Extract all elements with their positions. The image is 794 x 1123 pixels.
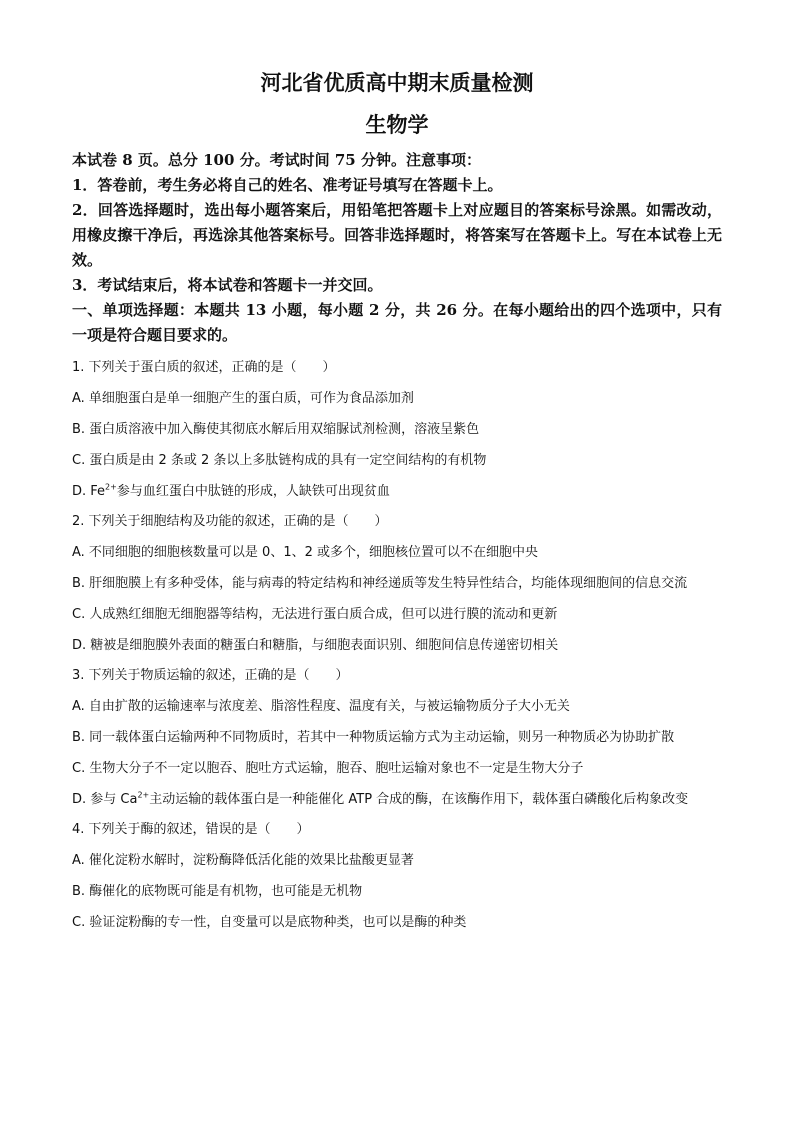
instruction-item-3: 3．考试结束后，将本试卷和答题卡一并交回。 [72,276,383,294]
option-c: C. 人成熟红细胞无细胞器等结构，无法进行蛋白质合成，但可以进行膜的流动和更新 [72,607,558,622]
exam-summary: 本试卷 8 页。总分 100 分。考试时间 75 分钟。注意事项： [72,151,481,169]
section-heading: 一、单项选择题：本题共 13 小题，每小题 2 分，共 26 分。在每小题给出的四个选项中，只有一项是符合题目要求的。 [72,301,722,344]
option-d-text: 参与血红蛋白中肽链的形成，人缺铁可出现贫血 [116,484,390,499]
question-stem: 4. 下列关于酶的叙述，错误的是（ ） [72,822,310,837]
question-1 [72,358,722,502]
question-3 [72,666,722,810]
option-c: C. 验证淀粉酶的专一性，自变量可以是底物种类，也可以是酶的种类 [72,915,467,930]
option-d [72,482,722,502]
option-b: B. 肝细胞膜上有多种受体，能与病毒的特定结构和神经递质等发生特异性结合，均能体现细胞间的信息交流 [72,576,688,591]
option-a: A. 单细胞蛋白是单一细胞产生的蛋白质，可作为食品添加剂 [72,391,414,406]
ion-charge: 2+ [137,790,150,800]
option-a: A. 自由扩散的运输速率与浓度差、脂溶性程度、温度有关，与被运输物质分子大小无关 [72,699,570,714]
option-c: C. 生物大分子不一定以胞吞、胞吐方式运输，胞吞、胞吐运输对象也不一定是生物大分子 [72,761,584,776]
ion-charge: 2+ [105,482,117,492]
instruction-item-1: 1．答卷前，考生务必将自己的姓名、准考证号填写在答题卡上。 [72,176,503,194]
question-stem: 1. 下列关于蛋白质的叙述，正确的是（ ） [72,360,336,375]
option-d-prefix: D. Fe [72,484,106,499]
question-stem: 2. 下列关于细胞结构及功能的叙述，正确的是（ ） [72,514,388,529]
option-a: A. 不同细胞的细胞核数量可以是 0、1、2 或多个，细胞核位置可以不在细胞中央 [72,545,539,560]
subject-title: 生物学 [365,112,429,137]
instruction-item-2: 2．回答选择题时，选出每小题答案后，用铅笔把答题卡上对应题目的答案标号涂黑。如需改动，用橡皮擦干净后，再选涂其他答案标号。回答非选择题时，将答案写在答题卡上。写在本试卷上无效。 [72,201,722,269]
option-a: A. 催化淀粉水解时，淀粉酶降低活化能的效果比盐酸更显著 [72,853,414,868]
option-d [72,790,722,810]
option-c: C. 蛋白质是由 2 条或 2 条以上多肽链构成的具有一定空间结构的有机物 [72,453,487,468]
option-b: B. 同一载体蛋白运输两种不同物质时，若其中一种物质运输方式为主动运输，则另一种物质必为协助扩散 [72,730,675,745]
exam-title: 河北省优质高中期末质量检测 [260,70,534,95]
option-d-prefix: D. 参与 Ca [72,792,138,807]
option-d-text: 主动运输的载体蛋白是一种能催化 ATP 合成的酶，在该酶作用下，载体蛋白磷酸化后构象改变 [149,792,689,807]
option-d: D. 糖被是细胞膜外表面的糖蛋白和糖脂，与细胞表面识别、细胞间信息传递密切相关 [72,638,559,653]
option-b: B. 蛋白质溶液中加入酶使其彻底水解后用双缩脲试剂检测，溶液呈紫色 [72,422,480,437]
option-b: B. 酶催化的底物既可能是有机物，也可能是无机物 [72,884,363,899]
question-stem: 3. 下列关于物质运输的叙述，正确的是（ ） [72,668,349,683]
question-4 [72,820,722,933]
question-2 [72,512,722,656]
